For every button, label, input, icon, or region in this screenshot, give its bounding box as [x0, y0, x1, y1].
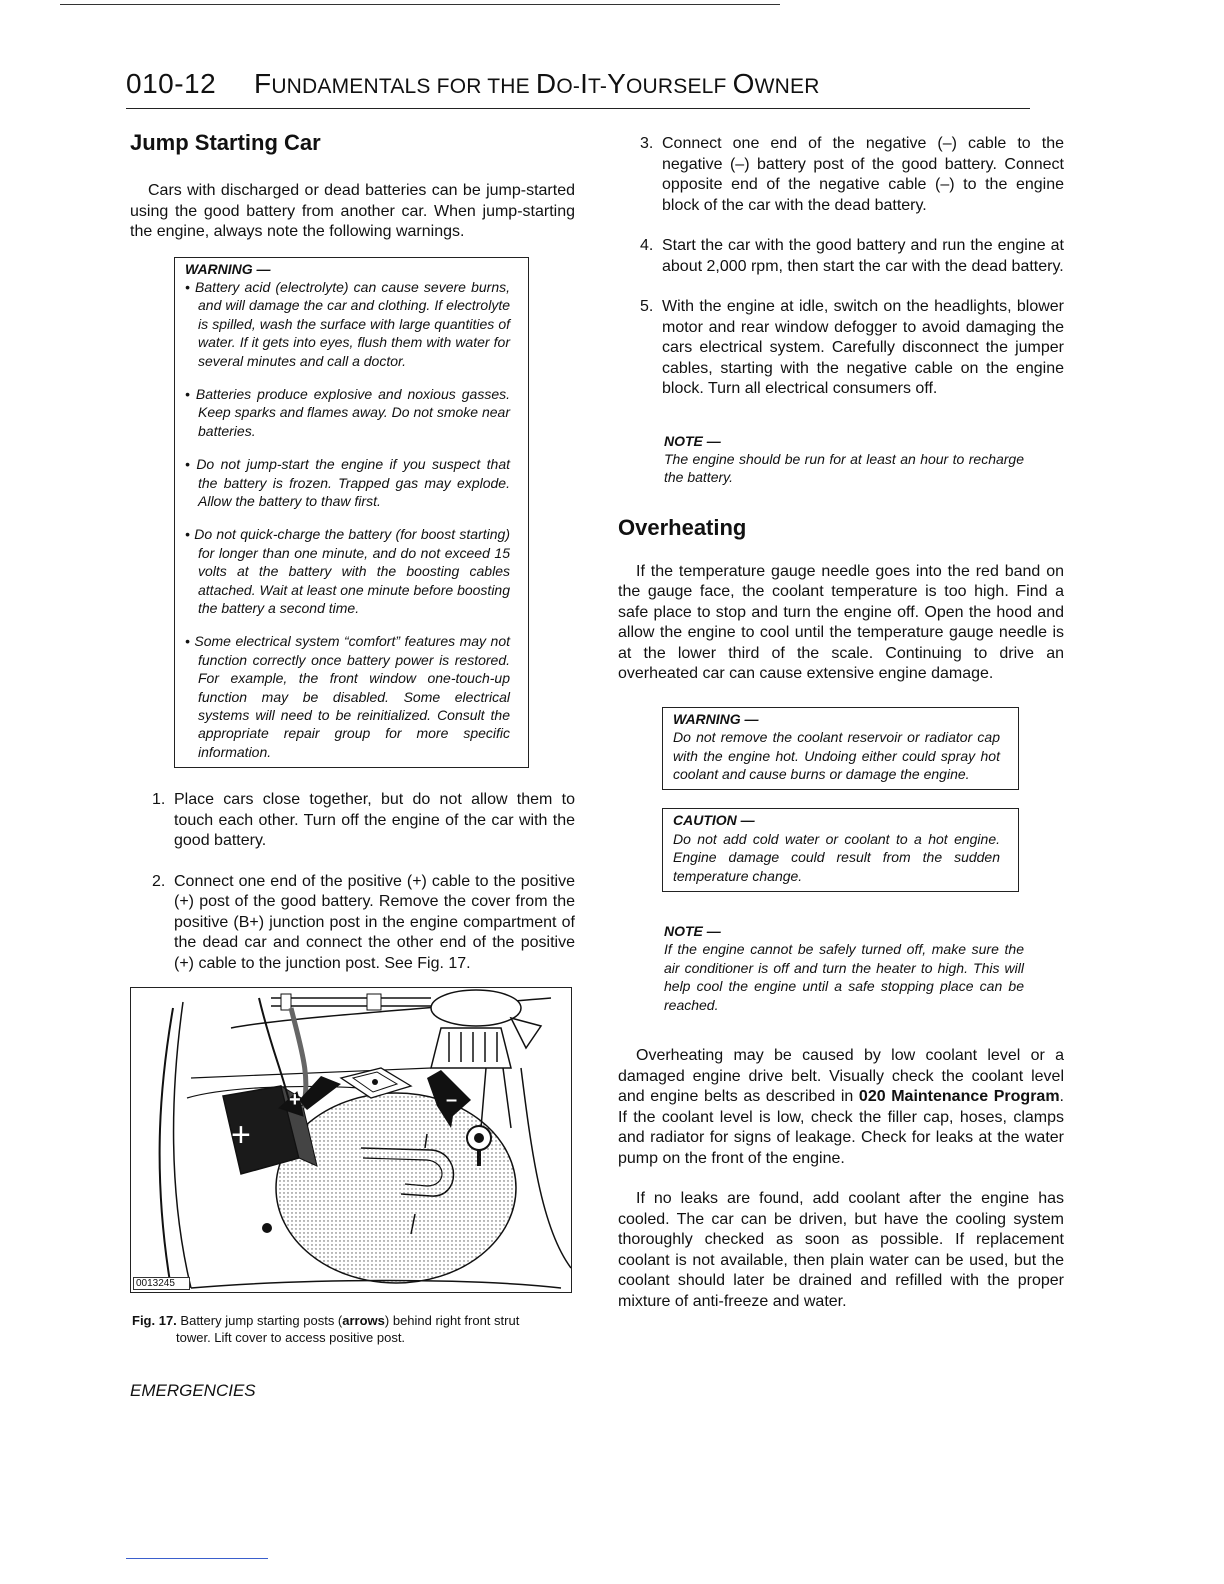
note-text: If the engine cannot be safely turned off, make sure the air conditioner is off and turn the heater to high. This will help cool the engine until a safe stopping place can be reached.: [664, 941, 1024, 1013]
jump-step: 4. Start the car with the good battery and run the engine at about 2,000 rpm, then start the car with the dead battery.: [640, 237, 1064, 275]
warning-bullet: • Do not jump-start the engine if you suspect that the battery is frozen. Trapped gas may explode. Allow the battery to thaw first.: [185, 456, 510, 509]
section-heading-jump-starting: Jump Starting Car: [130, 130, 321, 155]
warning-label: WARNING —: [185, 260, 271, 277]
jump-step: 5. With the engine at idle, switch on the headlights, blower motor and rear window defogger to avoid damaging the cars electrical system. Carefully disconnect the jumper cables, starting with the negative cable on the engine block. Turn all electrical consumers off.: [640, 298, 1064, 397]
warning-label: WARNING —: [673, 710, 759, 727]
overheating-paragraph-1: If the temperature gauge needle goes into the red band on the gauge face, the coolant temperature is too high. Find a safe place to stop and turn the engine off. Open the hood and allow the engine to cool until the temperature gauge needle is at the lower third of the scale. Continuing to drive an overheated car can cause extensive engine damage.: [618, 562, 1064, 683]
jump-steps-list-a: [130, 790, 575, 974]
positive-post-marker: +: [289, 1089, 301, 1111]
warning-bullet: • Batteries produce explosive and noxious gasses. Keep sparks and flames away. Do not smoke near batteries.: [185, 385, 510, 439]
engine-bay-drawing: [131, 988, 571, 1292]
top-rule: [60, 4, 780, 5]
note-label: NOTE —: [664, 922, 721, 939]
footer-section-name: EMERGENCIES: [130, 1381, 256, 1400]
figure-caption-label: Fig. 17.: [132, 1313, 177, 1328]
jump-step: 3. Connect one end of the negative (–) cable to the negative (–) battery post of the good battery. Connect opposite end of the negative cable (–) to the engine block of the car with the dead battery.: [640, 135, 1064, 214]
coolant-warning-box: [662, 707, 1019, 791]
strut-tower-shading: [276, 1093, 516, 1283]
warning-bullet: • Battery acid (electrolyte) can cause severe burns, and will damage the car and clothing. If electrolyte is spilled, wash the surface with large quantities of water. If it gets into eyes, flush them with water for several minutes and call a doctor.: [185, 278, 510, 369]
caution-text: Do not add cold water or coolant to a hot engine. Engine damage could result from the sudden temperature change.: [673, 830, 1000, 884]
figure-id-label: 0013245: [133, 1277, 190, 1290]
figure-caption: Fig. 17. Battery jump starting posts (arrows) behind right front strut tower. Lift cover to access positive post.: [132, 1313, 520, 1345]
caution-box: [662, 808, 1019, 892]
recharge-note: [664, 432, 1024, 487]
jump-step: 1. Place cars close together, but do not allow them to touch each other. Turn off the engine of the car with the good battery.: [152, 791, 575, 850]
bottom-link-rule: [126, 1558, 268, 1559]
right-column: [618, 130, 1064, 1312]
caution-label: CAUTION —: [673, 812, 755, 829]
warning-bullet: • Some electrical system “comfort” features may not function correctly once battery power is restored. For example, the front window one-touch-up function may be disabled. Some electrical systems will need to be reinitialized. Consult the appropriate repair group for more specific information.: [185, 633, 510, 760]
figure-17-illustration: [130, 987, 572, 1293]
note-label: NOTE —: [664, 432, 721, 449]
left-column: [130, 130, 575, 974]
warning-text: Do not remove the coolant reservoir or radiator cap with the engine hot. Undoing either could spray hot coolant and cause burns or damage the engine.: [673, 729, 1000, 782]
jump-intro-paragraph: Cars with discharged or dead batteries can be jump-started using the good battery from another car. When jump-starting the engine, always note the following warnings.: [130, 182, 575, 240]
jump-step: 2. Connect one end of the positive (+) cable to the positive (+) post of the good battery. Remove the cover from the positive (B+) junction post in the engine compartment of the dead car and connect the other end of the positive (+) cable to the junction post. See Fig. 17.: [152, 872, 575, 972]
section-heading-overheating: Overheating: [618, 514, 747, 540]
battery-warning-box: [174, 257, 529, 769]
warning-bullet: • Do not quick-charge the battery (for boost starting) for longer than one minute, and do not exceed 15 volts at the battery with the boosting cables attached. Wait at least one minute before boosting the battery a second time.: [185, 526, 510, 616]
overheating-paragraph-2: Overheating may be caused by low coolant level or a damaged engine drive belt. Visually check the coolant level and engine belts as described in 020 Maintenance Program. If the coolant level is low, check the filler cap, hoses, clamps and radiator for signs of leakage. Check for leaks at the water pump on the front of the engine.: [618, 1047, 1064, 1167]
note-text: The engine should be run for at least an hour to recharge the battery.: [664, 450, 1024, 486]
jump-steps-list-b: [618, 134, 1064, 400]
page-number: 010-12: [126, 68, 217, 99]
overheating-paragraph-3: If no leaks are found, add coolant after the engine has cooled. The car can be driven, but have the cooling system thoroughly checked as soon as possible. If replacement coolant is not available, then plain water can be used, but the coolant should later be drained and refilled with the proper mixture of anti-freeze and water.: [618, 1190, 1064, 1310]
negative-post-marker: –: [446, 1089, 458, 1111]
page-header: [126, 68, 1030, 109]
page-title: FUNDAMENTALS FOR THE DO-IT-YOURSELF OWNER: [254, 68, 820, 99]
heater-note: [664, 922, 1024, 1014]
battery-plus-sign: +: [231, 1116, 251, 1154]
